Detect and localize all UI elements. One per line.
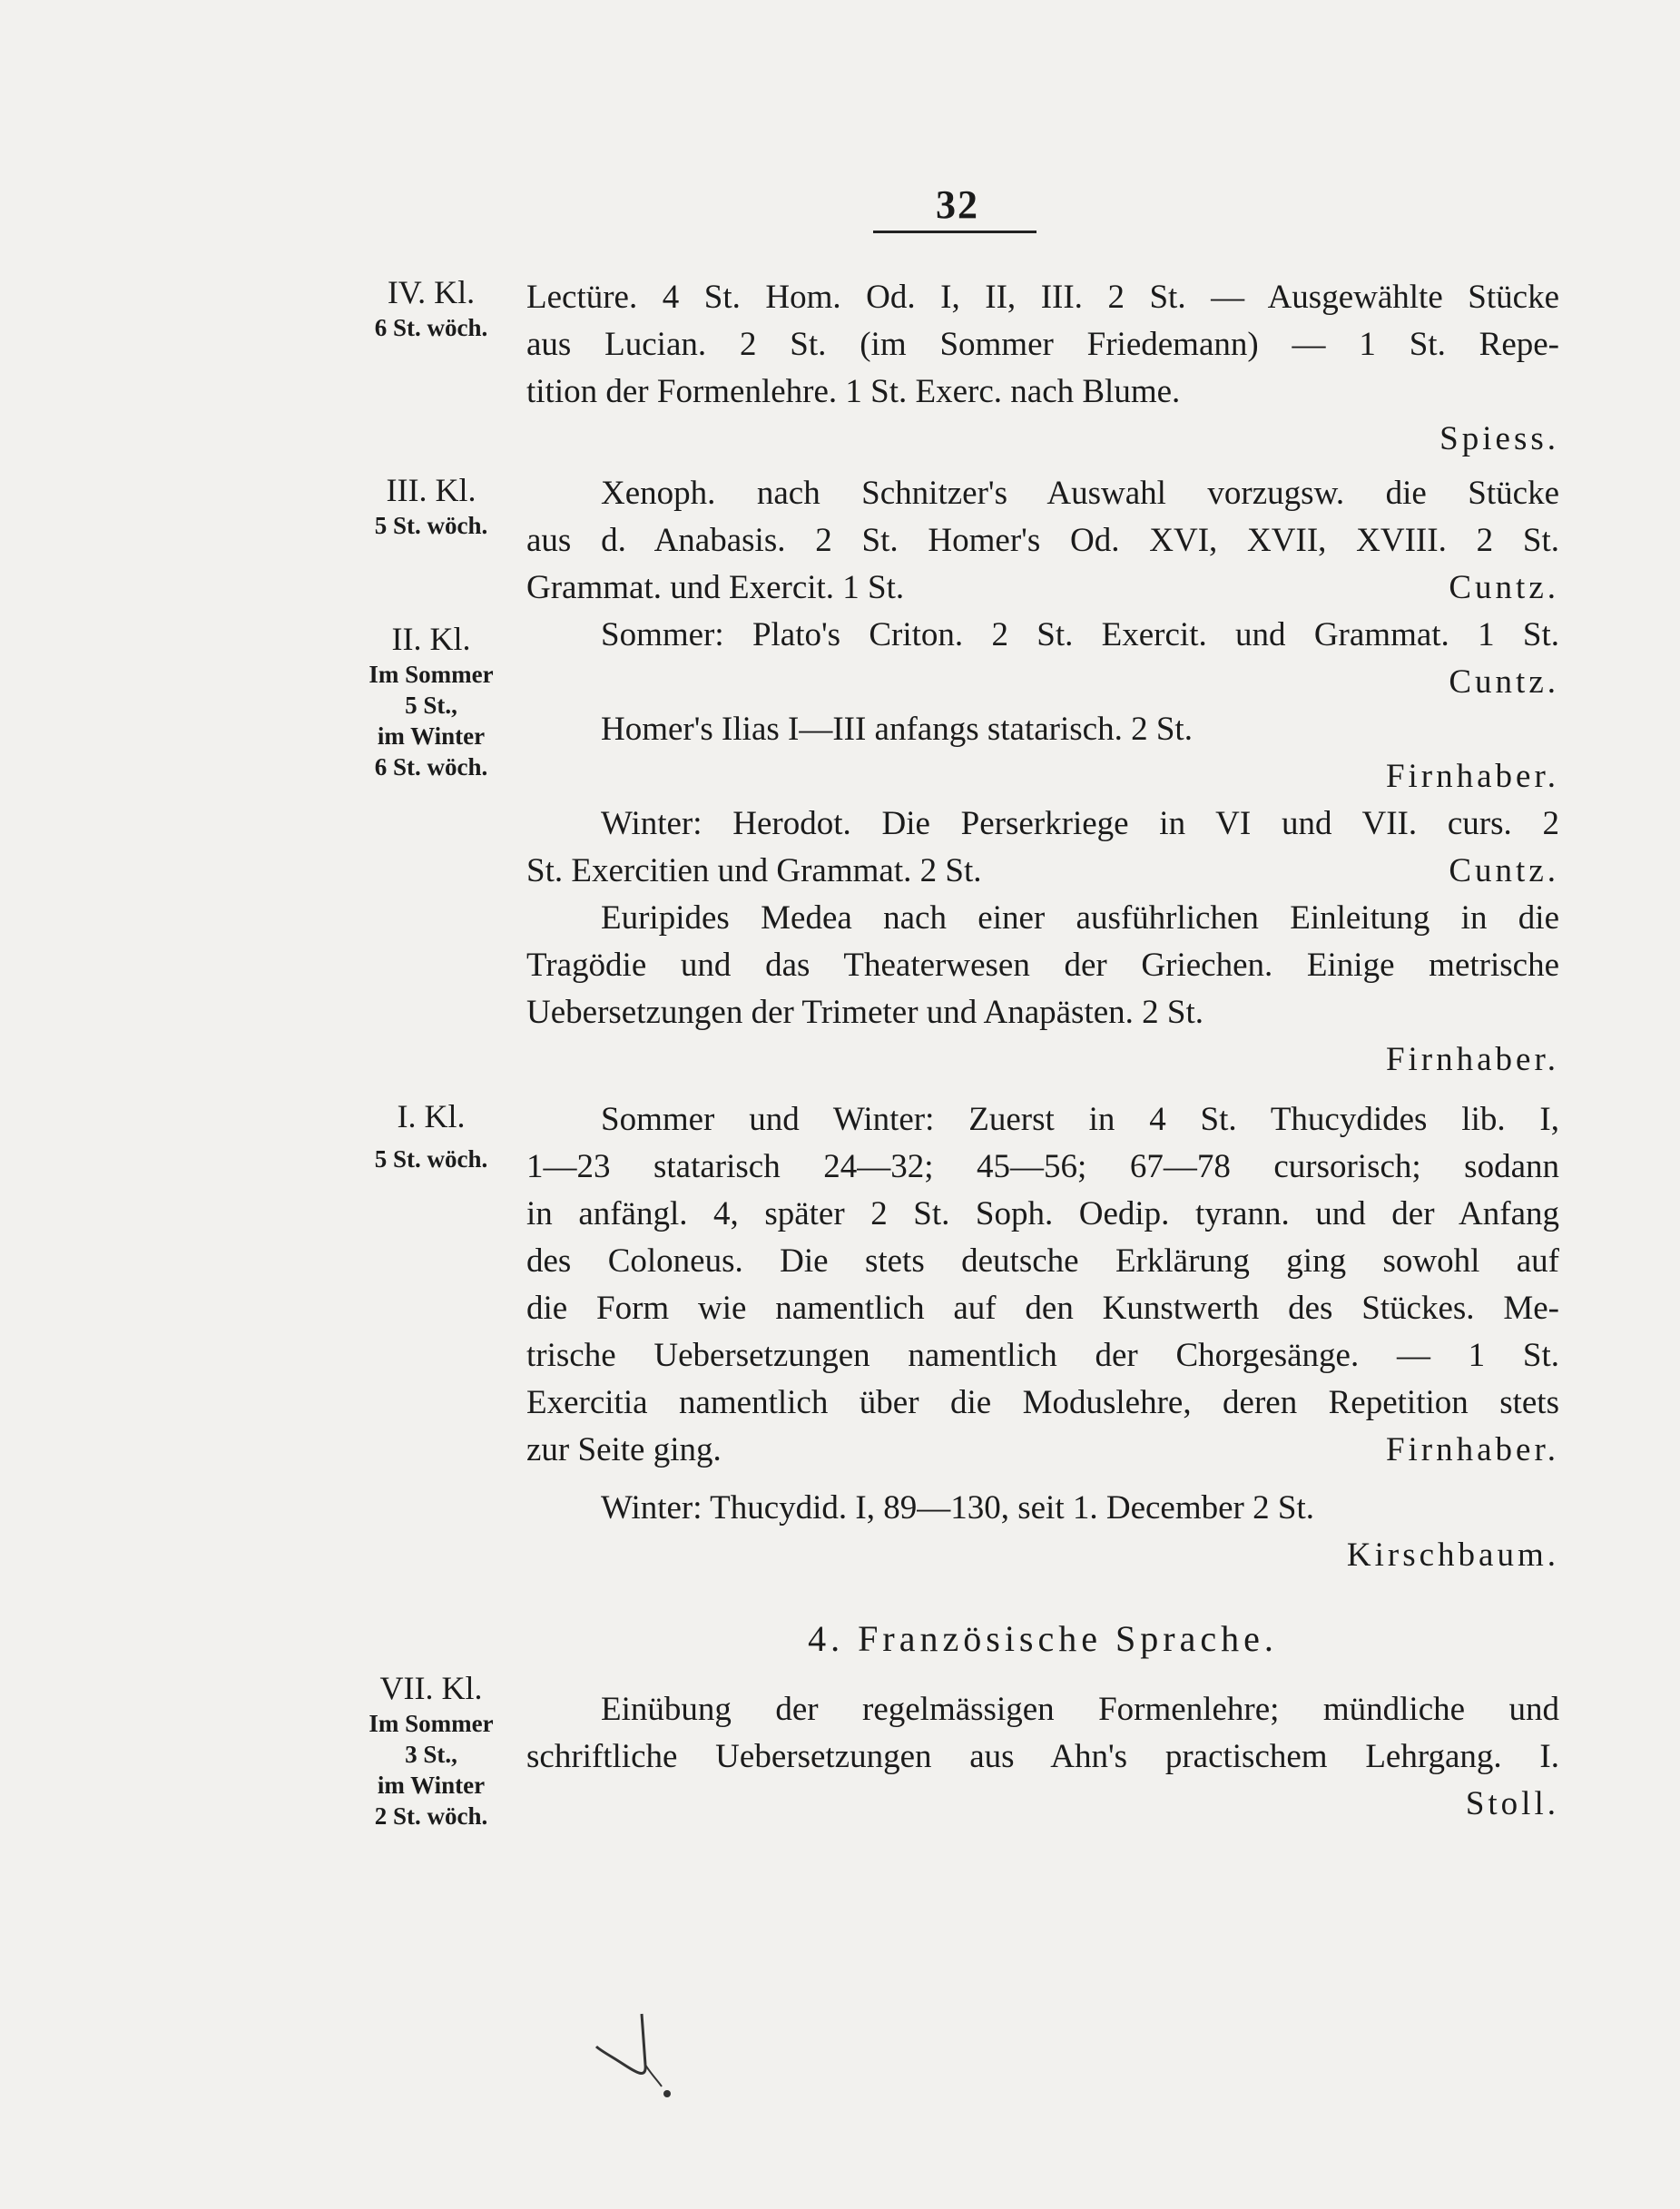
hours-label: im Winter xyxy=(377,722,486,750)
class-vii-margin xyxy=(345,1668,517,1831)
class-label: II. Kl. xyxy=(391,621,471,657)
text-line: zur Seite ging. xyxy=(526,1431,722,1468)
hours-label: 2 St. wöch. xyxy=(374,1802,488,1830)
class-ii-margin xyxy=(345,619,517,782)
pencil-mark-icon xyxy=(594,2010,685,2110)
text-line: Exercitia namentlich über die Moduslehre, deren Repetition stets xyxy=(526,1384,1559,1421)
class-iii-teacher-row xyxy=(526,565,1559,612)
class-i-margin xyxy=(345,1096,517,1174)
text-line: aus Lucian. 2 St. (im Sommer Friedemann) — 1 St. Repe- xyxy=(526,326,1559,363)
section-heading: 4. Französische Sprache. xyxy=(808,1618,1278,1659)
hours-label: Im Sommer xyxy=(368,661,494,688)
text-line: Euripides Medea nach einer ausführlichen Einleitung in die xyxy=(601,899,1559,937)
text-line: Lectüre. 4 St. Hom. Od. I, II, III. 2 St. — Ausgewählte Stücke xyxy=(526,279,1559,316)
class-iii-margin xyxy=(345,470,517,541)
text-line: Sommer und Winter: Zuerst in 4 St. Thucydides lib. I, xyxy=(601,1101,1559,1138)
text-line: Winter: Herodot. Die Perserkriege in VI und VII. curs. 2 xyxy=(601,805,1559,842)
hours-label: im Winter xyxy=(377,1772,486,1799)
hours-label: 6 St. wöch. xyxy=(374,753,488,781)
class-label: I. Kl. xyxy=(397,1098,466,1134)
teacher-name: Cuntz. xyxy=(1449,852,1559,889)
text-line: Winter: Thucydid. I, 89—130, seit 1. December 2 St. xyxy=(601,1489,1314,1527)
text-line: des Coloneus. Die stets deutsche Erklärung ging sowohl auf xyxy=(526,1242,1559,1280)
text-line: Grammat. und Exercit. 1 St. xyxy=(526,569,905,606)
class-label: VII. Kl. xyxy=(379,1670,483,1706)
class-iv-margin xyxy=(345,272,517,343)
text-line: in anfängl. 4, später 2 St. Soph. Oedip. tyrann. und der Anfang xyxy=(526,1195,1559,1232)
hours-label: 5 St. wöch. xyxy=(374,512,488,539)
hours-label: 5 St., xyxy=(405,692,457,719)
text-line: St. Exercitien und Grammat. 2 St. xyxy=(526,852,982,889)
class-label: III. Kl. xyxy=(386,472,476,508)
hours-label: 3 St., xyxy=(405,1741,457,1768)
text-line: aus d. Anabasis. 2 St. Homer's Od. XVI, XVII, XVIII. 2 St. xyxy=(526,522,1559,559)
class-vii-text xyxy=(526,1686,1559,1828)
hours-label: 5 St. wöch. xyxy=(374,1145,488,1173)
class-ii-medea-text xyxy=(526,895,1559,1084)
teacher-name: Kirschbaum. xyxy=(1346,1536,1559,1574)
page-number-rule xyxy=(873,231,1036,233)
text-line: Tragödie und das Theaterwesen der Griechen. Einige metrische xyxy=(526,947,1559,984)
class-i-teacher-row xyxy=(526,1427,1559,1474)
text-line: Einübung der regelmässigen Formenlehre; mündliche und xyxy=(601,1691,1559,1728)
page-number: 32 xyxy=(936,182,979,227)
class-ii-winter-teacher-row xyxy=(526,848,1559,895)
text-line: die Form wie namentlich auf den Kunstwerth des Stückes. Me- xyxy=(526,1290,1559,1327)
teacher-name: Firnhaber. xyxy=(1385,1431,1559,1468)
class-iv-text xyxy=(526,274,1559,463)
text-line: 1—23 statarisch 24—32; 45—56; 67—78 cursorisch; sodann xyxy=(526,1148,1559,1185)
text-line: trische Uebersetzungen namentlich der Chorgesänge. — 1 St. xyxy=(526,1337,1559,1374)
text-line: tition der Formenlehre. 1 St. Exerc. nach Blume. xyxy=(526,373,1181,410)
teacher-name: Cuntz. xyxy=(1449,569,1559,606)
teacher-name: Cuntz. xyxy=(1449,663,1559,701)
class-i-winter-text xyxy=(526,1485,1559,1579)
class-i-text xyxy=(526,1096,1559,1474)
text-line: Xenoph. nach Schnitzer's Auswahl vorzugsw. die Stücke xyxy=(601,475,1559,512)
text-line: schriftliche Uebersetzungen aus Ahn's practischem Lehrgang. I. xyxy=(526,1738,1559,1775)
hours-label: Im Sommer xyxy=(368,1710,494,1737)
teacher-name: Spiess. xyxy=(1439,420,1559,457)
text-line: Uebersetzungen der Trimeter und Anapästen. 2 St. xyxy=(526,994,1204,1031)
hours-label: 6 St. wöch. xyxy=(374,314,488,341)
text-line: Sommer: Plato's Criton. 2 St. Exercit. und Grammat. 1 St. xyxy=(601,616,1559,653)
text-line: Homer's Ilias I—III anfangs statarisch. 2 St. xyxy=(601,711,1193,748)
teacher-name: Stoll. xyxy=(1465,1785,1559,1822)
class-label: IV. Kl. xyxy=(387,274,476,310)
teacher-name: Firnhaber. xyxy=(1385,1041,1559,1078)
teacher-name: Firnhaber. xyxy=(1385,758,1559,795)
